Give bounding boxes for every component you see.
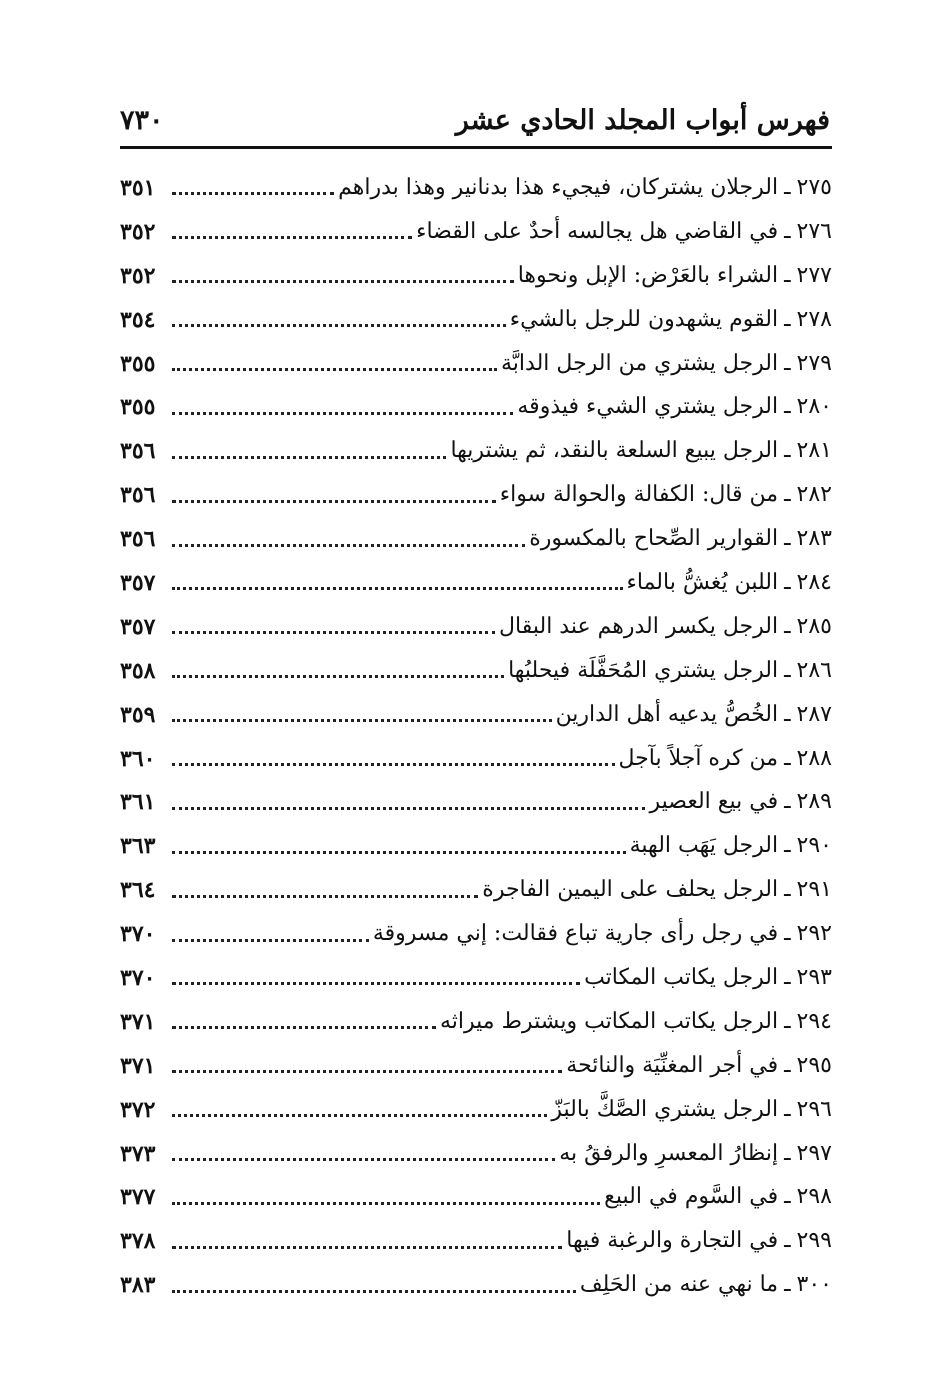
leader-dots: [172, 324, 506, 327]
toc-entry: [120, 342, 832, 386]
entry-title: الرجلان يشتركان، فيجيء هذا بدنانير وهذا بدراهم: [338, 174, 779, 200]
index-title: فهرس أبواب المجلد الحادي عشر: [455, 104, 830, 136]
entry-dash: ـ: [784, 833, 791, 859]
toc-entry: [120, 737, 832, 781]
entry-page-number: ٣٥٦: [120, 482, 156, 509]
entry-number: ٢٨٠: [796, 394, 832, 420]
entry-title: الرجل يشتري الشيء فيذوقه: [517, 394, 779, 420]
entry-title: الرجل يكسر الدرهم عند البقال: [499, 613, 779, 639]
entry-title: الرجل يكاتب المكاتب ويشترط ميراثه: [440, 1008, 779, 1034]
leader-dots: [172, 675, 504, 678]
entry-page-number: ٣٥٥: [120, 394, 156, 421]
entry-page-number: ٣٥٧: [120, 569, 156, 596]
page-number: ٧٣٠: [120, 104, 164, 136]
entry-title: القوم يشهدون للرجل بالشيء: [509, 306, 779, 332]
entry-number: ٢٧٩: [796, 350, 832, 376]
entry-dash: ـ: [784, 218, 791, 244]
entry-dash: ـ: [784, 482, 791, 508]
leader-dots: [172, 280, 514, 283]
entry-title: الرجل يَهَب الهبة: [629, 833, 779, 859]
entry-number: ٢٩١: [796, 877, 832, 903]
entry-title: في القاضي هل يجالسه أحدٌ على القضاء: [416, 218, 779, 244]
entry-title: في التجارة والرغبة فيها: [566, 1228, 779, 1254]
entry-title: في رجل رأى جارية تباع فقالت: إني مسروقة: [372, 921, 779, 947]
entry-number: ٢٩٠: [796, 833, 832, 859]
entry-title: الشراء بالعَرْض: الإبل ونحوها: [517, 262, 779, 288]
entry-dash: ـ: [784, 394, 791, 420]
entry-number: ٢٩٨: [796, 1184, 832, 1210]
entry-number: ٢٧٨: [796, 306, 832, 332]
entry-dash: ـ: [784, 701, 791, 727]
entry-page-number: ٣٧٨: [120, 1228, 156, 1255]
entry-number: ٢٩٩: [796, 1228, 832, 1254]
leader-dots: [172, 1202, 600, 1205]
leader-dots: [172, 807, 645, 810]
entry-dash: ـ: [784, 1052, 791, 1078]
entry-dash: ـ: [784, 877, 791, 903]
entry-number: ٢٧٦: [796, 218, 832, 244]
toc-entry: [120, 912, 832, 956]
entry-number: ٢٨٦: [796, 657, 832, 683]
toc-entry: [120, 1175, 832, 1219]
toc-entry: [120, 166, 832, 210]
entry-title: إنظارُ المعسرِ والرفقُ به: [559, 1140, 779, 1166]
entry-number: ٢٩٢: [796, 921, 832, 947]
entry-page-number: ٣٨٣: [120, 1272, 156, 1299]
entry-number: ٢٩٥: [796, 1052, 832, 1078]
entry-number: ٢٨٥: [796, 613, 832, 639]
entry-page-number: ٣٦٠: [120, 745, 156, 772]
entry-page-number: ٣٦٣: [120, 833, 156, 860]
toc-entry: [120, 1088, 832, 1132]
entry-page-number: ٣٧٧: [120, 1184, 156, 1211]
toc-entry: [120, 210, 832, 254]
leader-dots: [172, 1246, 562, 1249]
entry-dash: ـ: [784, 174, 791, 200]
entry-title: الرجل يبيع السلعة بالنقد، ثم يشتريها: [450, 438, 779, 464]
entry-page-number: ٣٥٩: [120, 701, 156, 728]
entry-page-number: ٣٥٧: [120, 613, 156, 640]
entry-number: ٢٨٢: [796, 482, 832, 508]
entry-page-number: ٣٥٢: [120, 262, 156, 289]
entry-title: الخُصُّ يدعيه أهل الدارين: [555, 701, 779, 727]
toc-entry: [120, 1132, 832, 1176]
entry-title: من كره آجلاً بآجل: [618, 745, 779, 771]
entry-number: ٢٨٩: [796, 789, 832, 815]
entry-dash: ـ: [784, 1140, 791, 1166]
entry-page-number: ٣٧٠: [120, 964, 156, 991]
entry-number: ٢٨٧: [796, 701, 832, 727]
toc-entry: [120, 868, 832, 912]
entry-number: ٢٨٣: [796, 526, 832, 552]
leader-dots: [172, 851, 626, 854]
entry-dash: ـ: [784, 1272, 791, 1298]
entry-title: الرجل يكاتب المكاتب: [584, 964, 779, 990]
toc-entry: [120, 561, 832, 605]
toc-entry: [120, 649, 832, 693]
entry-number: ٢٧٧: [796, 262, 832, 288]
entry-title: في السَّوم في البيع: [604, 1184, 779, 1210]
entry-number: ٢٩٣: [796, 964, 832, 990]
toc-entry: [120, 1000, 832, 1044]
entry-title: اللبن يُغشُّ بالماء: [626, 569, 779, 595]
entry-dash: ـ: [784, 1096, 791, 1122]
entry-number: ٢٨٨: [796, 745, 832, 771]
entry-title: الرجل يحلف على اليمين الفاجرة: [482, 877, 779, 903]
entry-title: الرجل يشتري الصَّكَّ بالبَزّ: [551, 1096, 779, 1122]
entry-dash: ـ: [784, 306, 791, 332]
entry-title: ما نهي عنه من الحَلِف: [579, 1272, 779, 1298]
entry-page-number: ٣٥٨: [120, 657, 156, 684]
leader-dots: [172, 895, 478, 898]
toc-entry: [120, 693, 832, 737]
entry-page-number: ٣٥٢: [120, 218, 156, 245]
leader-dots: [172, 500, 496, 503]
leader-dots: [172, 544, 525, 547]
entry-title: الرجل يشتري من الرجل الدابَّة: [501, 350, 779, 376]
toc-entry: [120, 254, 832, 298]
entry-number: ٢٧٥: [796, 174, 832, 200]
entry-page-number: ٣٦١: [120, 789, 156, 816]
entry-page-number: ٣٥٤: [120, 306, 156, 333]
entry-number: ٢٨٤: [796, 569, 832, 595]
toc-entry: [120, 473, 832, 517]
entry-dash: ـ: [784, 350, 791, 376]
entry-dash: ـ: [784, 438, 791, 464]
toc-entry: [120, 824, 832, 868]
entry-page-number: ٣٧٣: [120, 1140, 156, 1167]
entry-number: ٢٩٧: [796, 1140, 832, 1166]
leader-dots: [172, 368, 497, 371]
toc-entry: [120, 517, 832, 561]
entry-page-number: ٣٥٦: [120, 526, 156, 553]
entry-dash: ـ: [784, 262, 791, 288]
entry-page-number: ٣٧١: [120, 1008, 156, 1035]
table-of-contents: [120, 166, 832, 1307]
leader-dots: [172, 587, 623, 590]
entry-title: من قال: الكفالة والحوالة سواء: [499, 482, 779, 508]
entry-dash: ـ: [784, 526, 791, 552]
entry-title: في بيع العصير: [649, 789, 779, 815]
toc-entry: [120, 1263, 832, 1307]
entry-dash: ـ: [784, 964, 791, 990]
entry-title: في أجر المغنِّيَة والنائحة: [566, 1052, 779, 1078]
leader-dots: [172, 1026, 436, 1029]
entry-dash: ـ: [784, 1184, 791, 1210]
entry-title: الرجل يشتري المُحَفَّلَة فيحلبُها: [508, 657, 779, 683]
toc-entry: [120, 1044, 832, 1088]
leader-dots: [172, 719, 552, 722]
leader-dots: [172, 1290, 576, 1293]
entry-dash: ـ: [784, 613, 791, 639]
leader-dots: [172, 1158, 555, 1161]
entry-page-number: ٣٥١: [120, 174, 156, 201]
leader-dots: [172, 1114, 547, 1117]
entry-dash: ـ: [784, 657, 791, 683]
leader-dots: [172, 192, 334, 195]
entry-dash: ـ: [784, 1228, 791, 1254]
entry-number: ٢٩٤: [796, 1008, 832, 1034]
entry-number: ٢٨١: [796, 438, 832, 464]
leader-dots: [172, 939, 369, 942]
entry-dash: ـ: [784, 789, 791, 815]
leader-dots: [172, 631, 495, 634]
entry-page-number: ٣٧٠: [120, 921, 156, 948]
entry-page-number: ٣٧١: [120, 1052, 156, 1079]
toc-entry: [120, 385, 832, 429]
leader-dots: [172, 982, 580, 985]
entry-dash: ـ: [784, 921, 791, 947]
toc-entry: [120, 956, 832, 1000]
leader-dots: [172, 456, 446, 459]
entry-number: ٢٩٦: [796, 1096, 832, 1122]
entry-page-number: ٣٥٦: [120, 438, 156, 465]
leader-dots: [172, 412, 513, 415]
entry-number: ٣٠٠: [796, 1272, 832, 1298]
leader-dots: [172, 763, 615, 766]
toc-entry: [120, 298, 832, 342]
entry-dash: ـ: [784, 1008, 791, 1034]
entry-title: القوارير الصِّحاح بالمكسورة: [529, 526, 779, 552]
toc-entry: [120, 780, 832, 824]
toc-entry: [120, 1219, 832, 1263]
entry-dash: ـ: [784, 569, 791, 595]
leader-dots: [172, 236, 412, 239]
page-header: [120, 100, 830, 140]
header-rule: [120, 146, 832, 149]
entry-page-number: ٣٧٢: [120, 1096, 156, 1123]
toc-entry: [120, 429, 832, 473]
toc-entry: [120, 605, 832, 649]
entry-page-number: ٣٥٥: [120, 350, 156, 377]
entry-page-number: ٣٦٤: [120, 877, 156, 904]
entry-dash: ـ: [784, 745, 791, 771]
leader-dots: [172, 1070, 562, 1073]
